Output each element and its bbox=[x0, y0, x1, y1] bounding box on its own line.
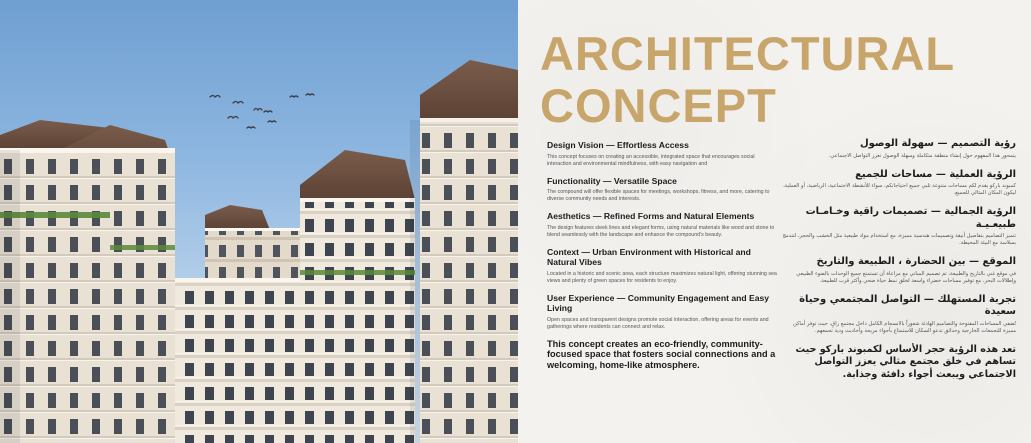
en-section-title: Context — Urban Environment with Historical and Natural Vibes bbox=[547, 246, 751, 267]
en-section-body: The compound will offer flexible spaces for meetings, workshops, fitness, and more, catering to diverse community needs and interests. bbox=[547, 189, 770, 202]
ar-section-context bbox=[780, 256, 1016, 285]
ar-closing-statement: تعد هذه الرؤية حجر الأساس لكمبوند باركو حيث تساهم في خلق مجتمع مثالي يعزز التواصل الاجتماعي ويبعث أجواء دافئة وجذابة. bbox=[795, 343, 1016, 380]
ar-section-title: تجربة المستهلك — التواصل المجتمعي وحياة سعيدة bbox=[799, 293, 1016, 317]
ar-section-design-vision bbox=[780, 138, 1016, 160]
en-section-body: Located in a historic and scenic area, each structure maximizes natural light, offering stunning sea views and plenty of green spaces for residents to enjoy. bbox=[547, 270, 777, 284]
heading-line-2: CONCEPT bbox=[540, 79, 777, 132]
concept-panel bbox=[518, 0, 1031, 443]
ar-section-title: الموقع — بين الحضارة ، الطبيعة والتاريخ bbox=[816, 256, 1016, 267]
ar-section-title: الرؤية الجمالية — تصميمات راقية وخـامـات طبيعـيـة bbox=[805, 206, 1016, 230]
en-section-title: Functionality — Versatile Space bbox=[547, 175, 677, 186]
arabic-column bbox=[780, 138, 1016, 381]
ar-section-body: يتمحور هذا المفهوم حول إنشاء منطقة متكاملة وسهلة الوصول تعزز التواصل الاجتماعي. bbox=[828, 152, 1016, 159]
ar-section-body: تتميز التصاميم بتفاصيل أنيقة وتصميمات هندسية مميزة، مع استخدام مواد طبيعية مثل الخشب والحجر، لتندمج بسلاسة مع البيئة المحيطة. bbox=[782, 233, 1016, 246]
ar-section-title: الرؤية العملية — مساحات للجميع bbox=[855, 168, 1016, 180]
ar-section-title: رؤية التصميم — سهولة الوصول bbox=[859, 138, 1016, 149]
en-section-design-vision bbox=[547, 140, 777, 168]
en-section-title: Aesthetics — Refined Forms and Natural Elements bbox=[547, 211, 755, 221]
ar-section-aesthetics bbox=[780, 206, 1016, 247]
en-section-body: Open spaces and transparent designs promote social interaction, offering areas for events and gatherings where residents can connect and relax. bbox=[547, 316, 769, 330]
ar-section-functionality bbox=[780, 169, 1016, 198]
en-section-context bbox=[547, 247, 777, 285]
ar-section-body: في موقع غني بالتاريخ والطبيعة، تم تصميم المباني مع مراعاة أن تستمتع جميع الوحدات بالضوء الطبيعي وإطلالات البحر، مع توفير مساحات خضراء واسعة لخلق نمط حياة صحي وأكثر قرب للطبيعة. bbox=[796, 270, 1016, 284]
ar-section-user-experience bbox=[780, 294, 1016, 335]
en-section-aesthetics bbox=[547, 211, 777, 239]
en-section-title: User Experience — Community Engagement and Easy Living bbox=[547, 292, 770, 313]
en-section-user-experience bbox=[547, 293, 777, 331]
en-closing-statement: This concept creates an eco-friendly, community-focused space that fosters social connections and a welcoming, home-like atmosphere. bbox=[547, 338, 776, 370]
english-column bbox=[547, 140, 777, 370]
en-section-body: This concept focuses on creating an accessible, integrated space that encourages social interaction and environmental mindfulness, with easy navigation and bbox=[547, 153, 755, 167]
ar-section-body: كمبوند باركو يقدم لكم مساحات متنوعة تلبي جميع احتياجاتكم، سواء للأنشطة الاجتماعية، الرياضية، أو العملية، ليكون المكان المثالي للجميع. bbox=[783, 183, 1016, 196]
en-section-title: Design Vision — Effortless Access bbox=[547, 140, 689, 150]
heading-line-1: ARCHITECTURAL bbox=[540, 27, 956, 80]
ar-section-body: تُضفي المساحات المفتوحة والتصاميم الهادئة شعوراً بالانسجام الكامل داخل مجتمع راقٍ، حيث توفر أماكن مميزة للتجمعات الخارجية وحدائق تدعو السكان للاستمتاع بأجواء مريحة وأحاديث ودية تجمعهم. bbox=[793, 320, 1016, 334]
en-section-body: The design features sleek lines and elegant forms, using natural materials like wood and stone to blend seamlessly with the landscape and enhance the compound's beauty. bbox=[547, 224, 775, 238]
en-section-functionality bbox=[547, 176, 777, 204]
